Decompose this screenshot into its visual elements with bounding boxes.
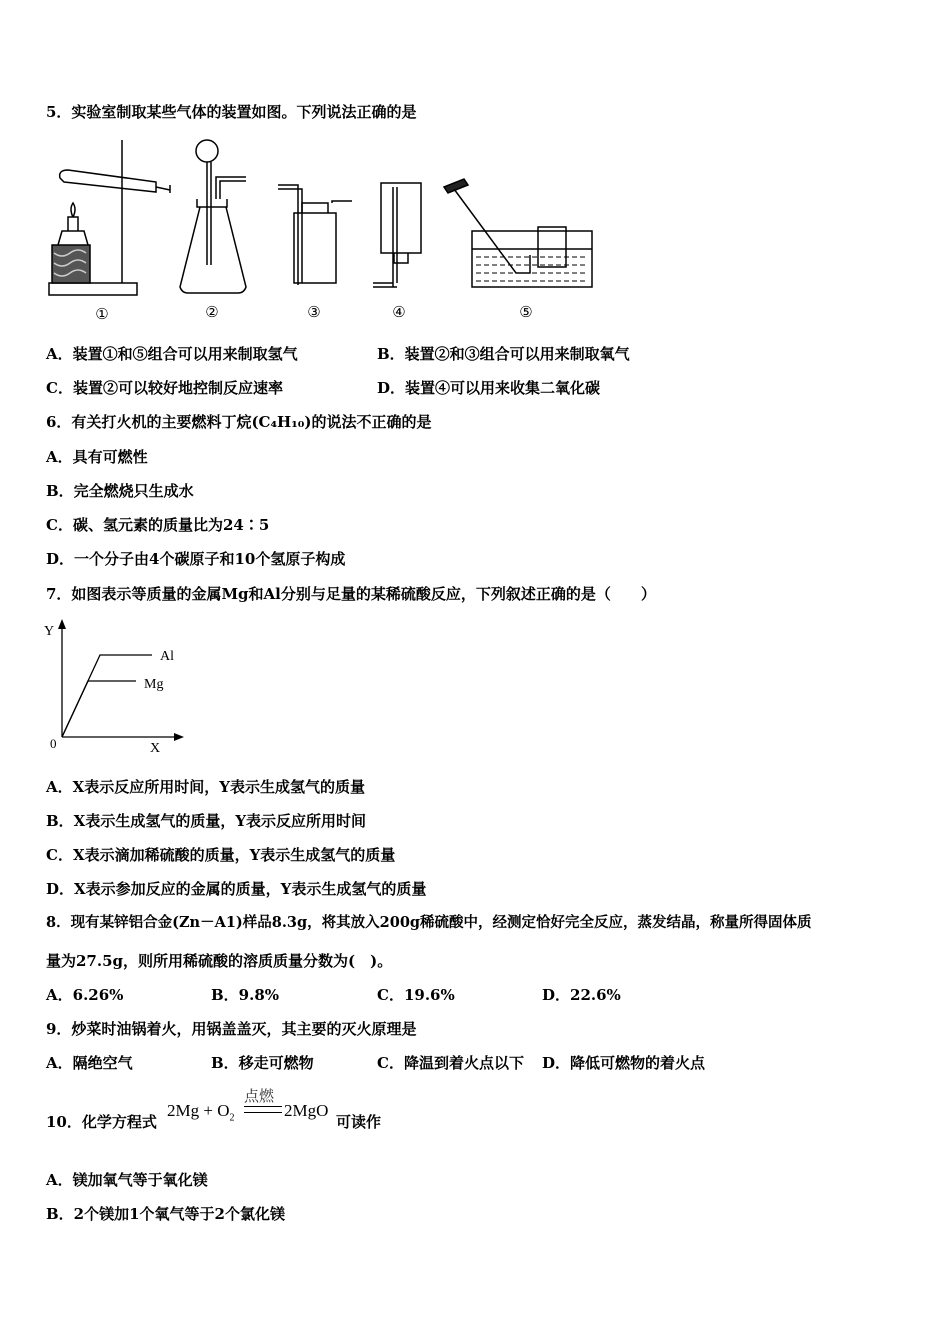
q9-option-a: A．隔绝空气	[46, 1054, 133, 1072]
q10-option-a: A．镁加氧气等于氧化镁	[46, 1171, 208, 1189]
q5-option-c: C．装置②可以较好地控制反应速率	[46, 379, 283, 397]
equation-left	[167, 1101, 234, 1123]
q10-stem-suffix: 可读作	[336, 1113, 382, 1131]
mg-label: Mg	[144, 677, 164, 692]
label-5: ⑤	[519, 303, 533, 321]
q7-stem: 7．如图表示等质量的金属Mg和Al分别与足量的某稀硫酸反应，下列叙述正确的是（ ）	[46, 585, 656, 603]
al-label: Al	[160, 649, 174, 664]
mg-line	[62, 681, 136, 737]
equation-product: 2MgO	[284, 1101, 329, 1120]
q5-apparatus-figure	[44, 135, 604, 330]
q5-stem: 5．实验室制取某些气体的装置如图。下列说法正确的是	[46, 103, 417, 121]
q5-option-d: D．装置④可以用来收集二氧化碳	[377, 379, 601, 397]
q7-option-d: D．X表示参加反应的金属的质量，Y表示生成氢气的质量	[46, 880, 427, 898]
q8-option-d: D．22.6%	[542, 986, 621, 1004]
apparatus-4	[373, 183, 421, 287]
y-axis-label: Y	[44, 624, 55, 639]
q10-stem-prefix: 10．化学方程式	[46, 1113, 157, 1131]
apparatus-1	[49, 140, 170, 295]
equation-equals	[244, 1106, 282, 1113]
apparatus-3	[278, 185, 352, 285]
q10-option-b: B．2个镁加1个氧气等于2个氯化镁	[46, 1205, 285, 1223]
q6-option-a: A．具有可燃性	[46, 448, 148, 466]
q9-option-b: B．移走可燃物	[211, 1054, 314, 1072]
q7-option-b: B．X表示生成氢气的质量，Y表示反应所用时间	[46, 812, 367, 830]
label-2: ②	[205, 303, 219, 321]
q9-option-d: D．降低可燃物的着火点	[542, 1054, 706, 1072]
q8-stem-line1: 8．现有某锌铝合金(Zn－A1)样品8.3g，将其放入200g稀硫酸中，经测定恰好完全反应，蒸发结晶，称量所得固体质	[46, 914, 812, 931]
x-axis-label: X	[150, 741, 161, 756]
q7-option-a: A．X表示反应所用时间，Y表示生成氢气的质量	[46, 778, 365, 796]
origin-label: 0	[50, 736, 57, 751]
q8-option-a: A．6.26%	[46, 986, 124, 1004]
label-3: ③	[307, 303, 321, 321]
q5-option-a: A．装置①和⑤组合可以用来制取氢气	[46, 345, 298, 363]
equation-condition: 点燃	[244, 1089, 275, 1105]
q8-stem-line2: 量为27.5g，则所用稀硫酸的溶质质量分数为( )。	[46, 952, 393, 970]
label-4: ④	[392, 303, 406, 321]
al-line	[62, 655, 152, 737]
q6-stem: 6．有关打火机的主要燃料丁烷(C₄H₁₀)的说法不正确的是	[46, 413, 432, 431]
equation-reactants: 2Mg + O	[167, 1101, 230, 1120]
apparatus-5	[444, 179, 592, 287]
q8-option-b: B．9.8%	[211, 986, 280, 1004]
apparatus-2	[180, 140, 246, 293]
q6-option-c: C．碳、氢元素的质量比为24∶5	[46, 516, 270, 534]
q9-stem: 9．炒菜时油锅着火，用锅盖盖灭，其主要的灭火原理是	[46, 1020, 417, 1038]
q5-option-b: B．装置②和③组合可以用来制取氧气	[377, 345, 630, 363]
q9-option-c: C．降温到着火点以下	[377, 1054, 524, 1072]
q6-option-d: D．一个分子由4个碳原子和10个氢原子构成	[46, 550, 346, 568]
equation-subscript: 2	[229, 1112, 235, 1124]
q7-graph	[40, 615, 190, 760]
q7-option-c: C．X表示滴加稀硫酸的质量，Y表示生成氢气的质量	[46, 846, 396, 864]
label-1: ①	[95, 305, 109, 323]
q6-option-b: B．完全燃烧只生成水	[46, 482, 194, 500]
q8-option-c: C．19.6%	[377, 986, 455, 1004]
